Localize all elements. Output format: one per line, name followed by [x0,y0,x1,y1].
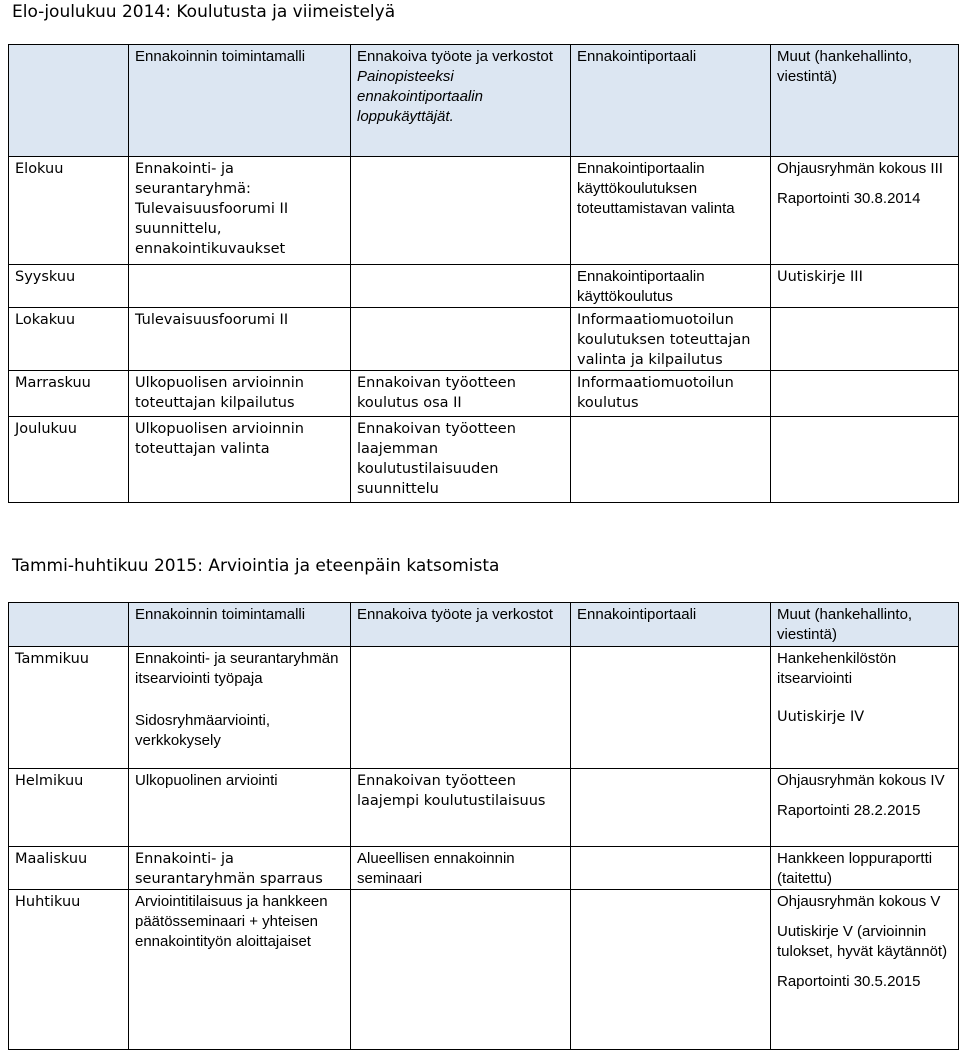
schedule-table-2015 [8,602,959,1050]
cell-other: Uutiskirje III [771,265,959,308]
meeting-text: Ohjausryhmän kokous III [777,160,943,177]
cell-networks: Alueellisen ennakoinnin seminaari [351,847,571,890]
table-header-row [9,45,959,157]
header-col1: Ennakoinnin toimintamalli [129,45,351,157]
cell-model [129,265,351,308]
table-row [9,769,959,847]
cell-networks [351,890,571,1050]
report-text: Raportointi 28.2.2015 [777,802,921,819]
table-row [9,265,959,308]
meeting-text: Ohjausryhmän kokous IV [777,772,945,789]
header-col2-note: Painopisteeksi ennakointiportaalin loppukäyttäjät. [357,68,483,125]
month-cell: Lokakuu [9,308,129,371]
cell-other: Hankkeen loppuraportti (taitettu) [771,847,959,890]
table-row [9,847,959,890]
cell-other [771,769,959,847]
workshop-text: Ennakointi- ja seurantaryhmän itsearviointi työpaja [135,650,339,687]
cell-networks [351,265,571,308]
month-cell: Helmikuu [9,769,129,847]
cell-networks: Ennakoivan työotteen koulutus osa II [351,371,571,417]
cell-model: Ulkopuolinen arviointi [129,769,351,847]
cell-portal [571,769,771,847]
section2-title: Tammi-huhtikuu 2015: Arviointia ja eteenpäin katsomista [12,556,500,576]
newsletter-text: Uutiskirje IV [777,709,865,725]
table-row [9,890,959,1050]
cell-networks: Ennakoivan työotteen laajempi koulutustilaisuus [351,769,571,847]
table-row [9,308,959,371]
cell-portal: Ennakointiportaalin käyttökoulutus [571,265,771,308]
month-cell: Elokuu [9,157,129,265]
table-row [9,371,959,417]
report-text: Raportointi 30.8.2014 [777,190,921,207]
month-cell: Tammikuu [9,647,129,769]
header-col4: Muut (hankehallinto, viestintä) [771,603,959,647]
report-text: Raportointi 30.5.2015 [777,973,921,990]
header-col3: Ennakointiportaali [571,45,771,157]
month-cell: Joulukuu [9,417,129,503]
cell-portal [571,890,771,1050]
cell-networks [351,308,571,371]
cell-networks [351,647,571,769]
header-empty-cell [9,603,129,647]
month-cell: Marraskuu [9,371,129,417]
cell-portal: Ennakointiportaalin käyttökoulutuksen toteuttamistavan valinta [571,157,771,265]
table-row [9,647,959,769]
month-cell: Syyskuu [9,265,129,308]
header-empty-cell [9,45,129,157]
table-header-row [9,603,959,647]
cell-model: Tulevaisuusfoorumi II [129,308,351,371]
section1-title: Elo-joulukuu 2014: Koulutusta ja viimeistelyä [12,2,396,22]
cell-other [771,371,959,417]
month-cell: Huhtikuu [9,890,129,1050]
cell-model: Arviointitilaisuus ja hankkeen päätösseminaari + yhteisen ennakointityön aloittajaiset [129,890,351,1050]
meeting-text: Ohjausryhmän kokous V [777,893,941,910]
cell-portal [571,647,771,769]
table-row [9,157,959,265]
cell-portal: Informaatiomuotoilun koulutuksen toteuttajan valinta ja kilpailutus [571,308,771,371]
schedule-table-2014 [8,44,959,503]
cell-other [771,647,959,769]
header-col4: Muut (hankehallinto, viestintä) [771,45,959,157]
cell-model: Ulkopuolisen arvioinnin toteuttajan valinta [129,417,351,503]
table-row [9,417,959,503]
header-col2 [351,45,571,157]
header-col3: Ennakointiportaali [571,603,771,647]
cell-other [771,890,959,1050]
header-col1: Ennakoinnin toimintamalli [129,603,351,647]
header-col2: Ennakoiva työote ja verkostot [351,603,571,647]
cell-other [771,417,959,503]
cell-portal [571,417,771,503]
self-assessment-text: Hankehenkilöstön itsearviointi [777,650,897,687]
cell-networks [351,157,571,265]
newsletter-text: Uutiskirje V (arvioinnin tulokset, hyvät käytännöt) [777,923,948,960]
month-cell: Maaliskuu [9,847,129,890]
cell-other [771,308,959,371]
cell-portal: Informaatiomuotoilun koulutus [571,371,771,417]
cell-other [771,157,959,265]
cell-portal [571,847,771,890]
survey-text: Sidosryhmäarviointi, verkkokysely [135,712,271,749]
cell-model: Ennakointi- ja seurantaryhmä: Tulevaisuusfoorumi II suunnittelu, ennakointikuvaukset [129,157,351,265]
header-col2-title: Ennakoiva työote ja verkostot [357,48,553,65]
cell-model: Ulkopuolisen arvioinnin toteuttajan kilpailutus [129,371,351,417]
cell-networks: Ennakoivan työotteen laajemman koulutustilaisuuden suunnittelu [351,417,571,503]
cell-model [129,647,351,769]
cell-model: Ennakointi- ja seurantaryhmän sparraus [129,847,351,890]
